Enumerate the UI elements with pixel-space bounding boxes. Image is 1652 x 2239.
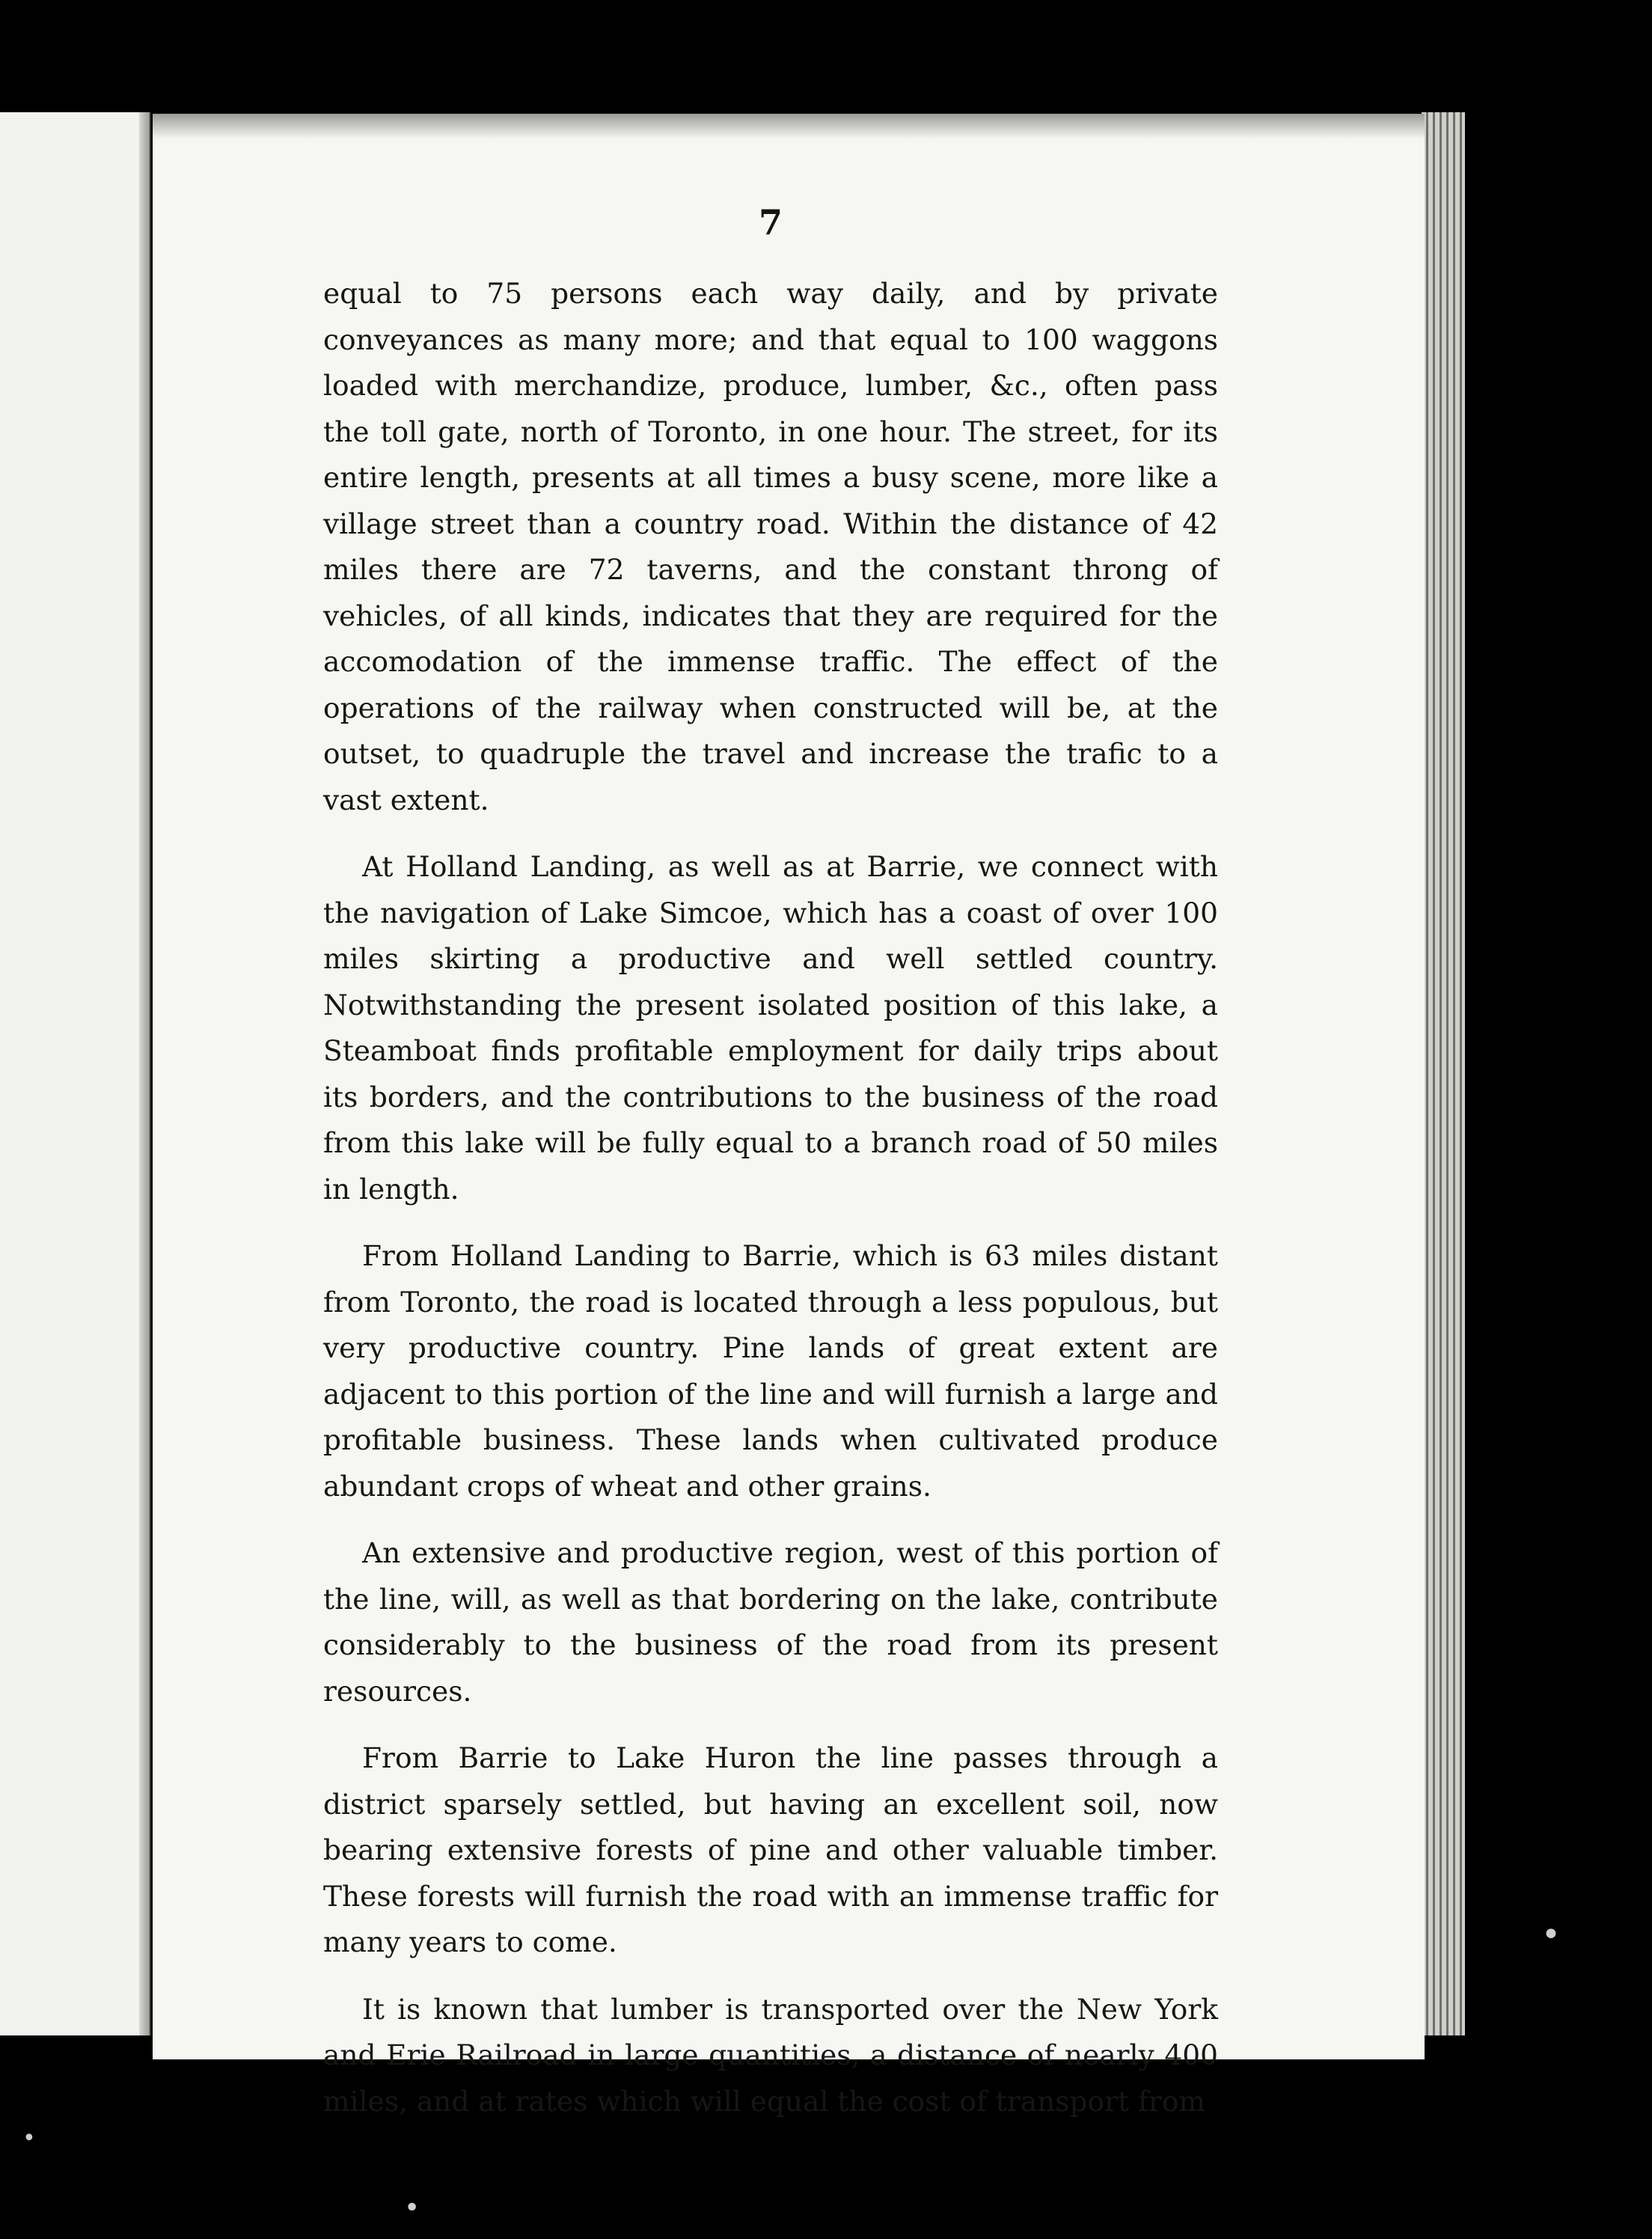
paragraph: equal to 75 persons each way daily, and by private conveyances as many more; and that equal to 100 waggons loaded with merchandize, produce, lumber, &c., often pass the toll gate, north of Toronto, in one hour. The street, for its entire length, presents at all times a busy scene, more like a village street than a country road. Within the distance of 42 miles there are 72 taverns, and the constant throng of vehicles, of all kinds, indicates that they are required for the accomodation of the immense traffic. The effect of the operations of the railway when constructed will be, at the outset, to quadruple the travel and increase the trafic to a vast extent. bbox=[323, 277, 1218, 816]
paragraph: An extensive and productive region, west of this portion of the line, will, as well as that bordering on the lake, contribute considerably to the business of the road from its present resources. bbox=[323, 1536, 1218, 1708]
scan-speck: • bbox=[22, 2125, 36, 2151]
page-stack-edges bbox=[1422, 112, 1465, 2035]
paragraph: It is known that lumber is transported over the New York and Erie Railroad in large quantities, a distance of nearly 400 miles, and at rates which will equal the cost of transport from bbox=[323, 1992, 1218, 2118]
previous-page-edge bbox=[0, 112, 151, 2035]
paragraph: From Barrie to Lake Huron the line passes through a district sparsely settled, but having an excellent soil, now bearing extensive forests of pine and other valuable timber. These forests will furnish the road with an immense traffic for many years to come. bbox=[323, 1741, 1218, 1958]
scan-speck: • bbox=[404, 2193, 420, 2223]
page-number: 7 bbox=[758, 202, 783, 242]
scan-speck: • bbox=[1541, 1916, 1561, 1954]
book-gutter bbox=[139, 112, 150, 2035]
paragraph: At Holland Landing, as well as at Barrie, we connect with the navigation of Lake Simcoe, which has a coast of over 100 miles skirting a productive and well settled country. Notwithstanding the present isolated position of this lake, a Steamboat finds profitable employment for daily trips about its borders, and the contributions to the business of the road from this lake will be fully equal to a branch road of 50 miles in length. bbox=[323, 850, 1218, 1206]
paragraph: From Holland Landing to Barrie, which is 63 miles distant from Toronto, the road is located through a less populous, but very productive country. Pine lands of great extent are adjacent to this portion of the line and will furnish a large and profitable business. These lands when cultivated produce abundant crops of wheat and other grains. bbox=[323, 1239, 1218, 1503]
page-body bbox=[323, 271, 1218, 2145]
page-top-shadow bbox=[153, 114, 1425, 139]
